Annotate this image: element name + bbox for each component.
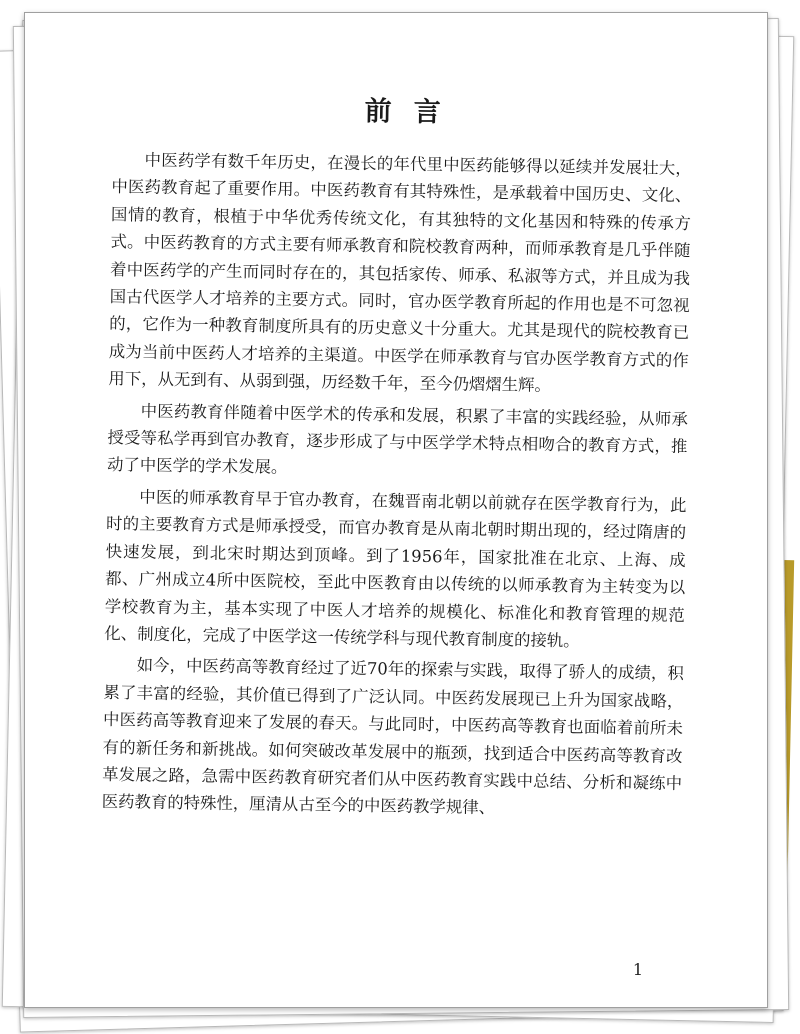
paragraph-3: 中医的师承教育早于官办教育，在魏晋南北朝以前就存在医学教育行为，此时的主要教育方式是师承授受，而官办教育是从南北朝时期出现的，经过隋唐的快速发展，到北宋时期达到顶峰。到了1956年，国家批准在北京、上海、成都、广州成立4所中医院校，至此中医教育由以传统的以师承教育为主转变为以学校教育为主，基本实现了中医人才培养的规模化、标准化和教育管理的规范化、制度化，完成了中医学这一传统学科与现代教育制度的接轨。 bbox=[104, 487, 687, 651]
paragraph-4: 如今，中医药高等教育经过了近70年的探索与实践，取得了骄人的成绩，积累了丰富的经验，其价值已得到了广泛认同。中医药发展现已上升为国家战略，中医药高等教育迎来了发展的春天。与此同时，中医药高等教育也面临着前所未有的新任务和新挑战。如何突破改革发展中的瓶颈，找到适合中医药高等教育改革发展之路，急需中医药教育研究者们从中医药教育实践中总结、分析和凝练中医药教育的特殊性，厘清从古至今的中医药教学规律、 bbox=[101, 655, 684, 818]
paragraph-1: 中医药学有数千年历史，在漫长的年代里中医药能够得以延续并发展壮大，中医药教育起了重要作用。中医药教育有其特殊性，是承载着中国历史、文化、国情的教育，根植于中华优秀传统文化，有其独特的文化基因和特殊的传承方式。中医药教育的方式主要有师承教育和院校教育两种，而师承教育是几乎伴随着中医药学的产生而同时存在的，其包括家传、师承、私淑等方式，并且成为我国古代医学人才培养的主要方式。同时，官办医学教育所起的作用也是不可忽视的，它作为一种教育制度所具有的历史意义十分重大。尤其是现代的院校教育已成为当前中医药人才培养的主渠道。中医学在师承教育与官办医学教育方式的作用下，从无到有、从弱到强，历经数千年，至今仍熠熠生辉。 bbox=[108, 150, 692, 396]
paragraph-2: 中医药教育伴随着中医学术的传承和发展，积累了丰富的实践经验，从师承授受等私学再到官办教育，逐步形成了与中医学学术特点相吻合的教育方式，推动了中医学的学术发展。 bbox=[106, 401, 688, 478]
page-content bbox=[101, 85, 692, 829]
page-number: 1 bbox=[632, 960, 643, 979]
page-title: 前言 bbox=[364, 95, 463, 129]
document-page bbox=[24, 12, 768, 1008]
